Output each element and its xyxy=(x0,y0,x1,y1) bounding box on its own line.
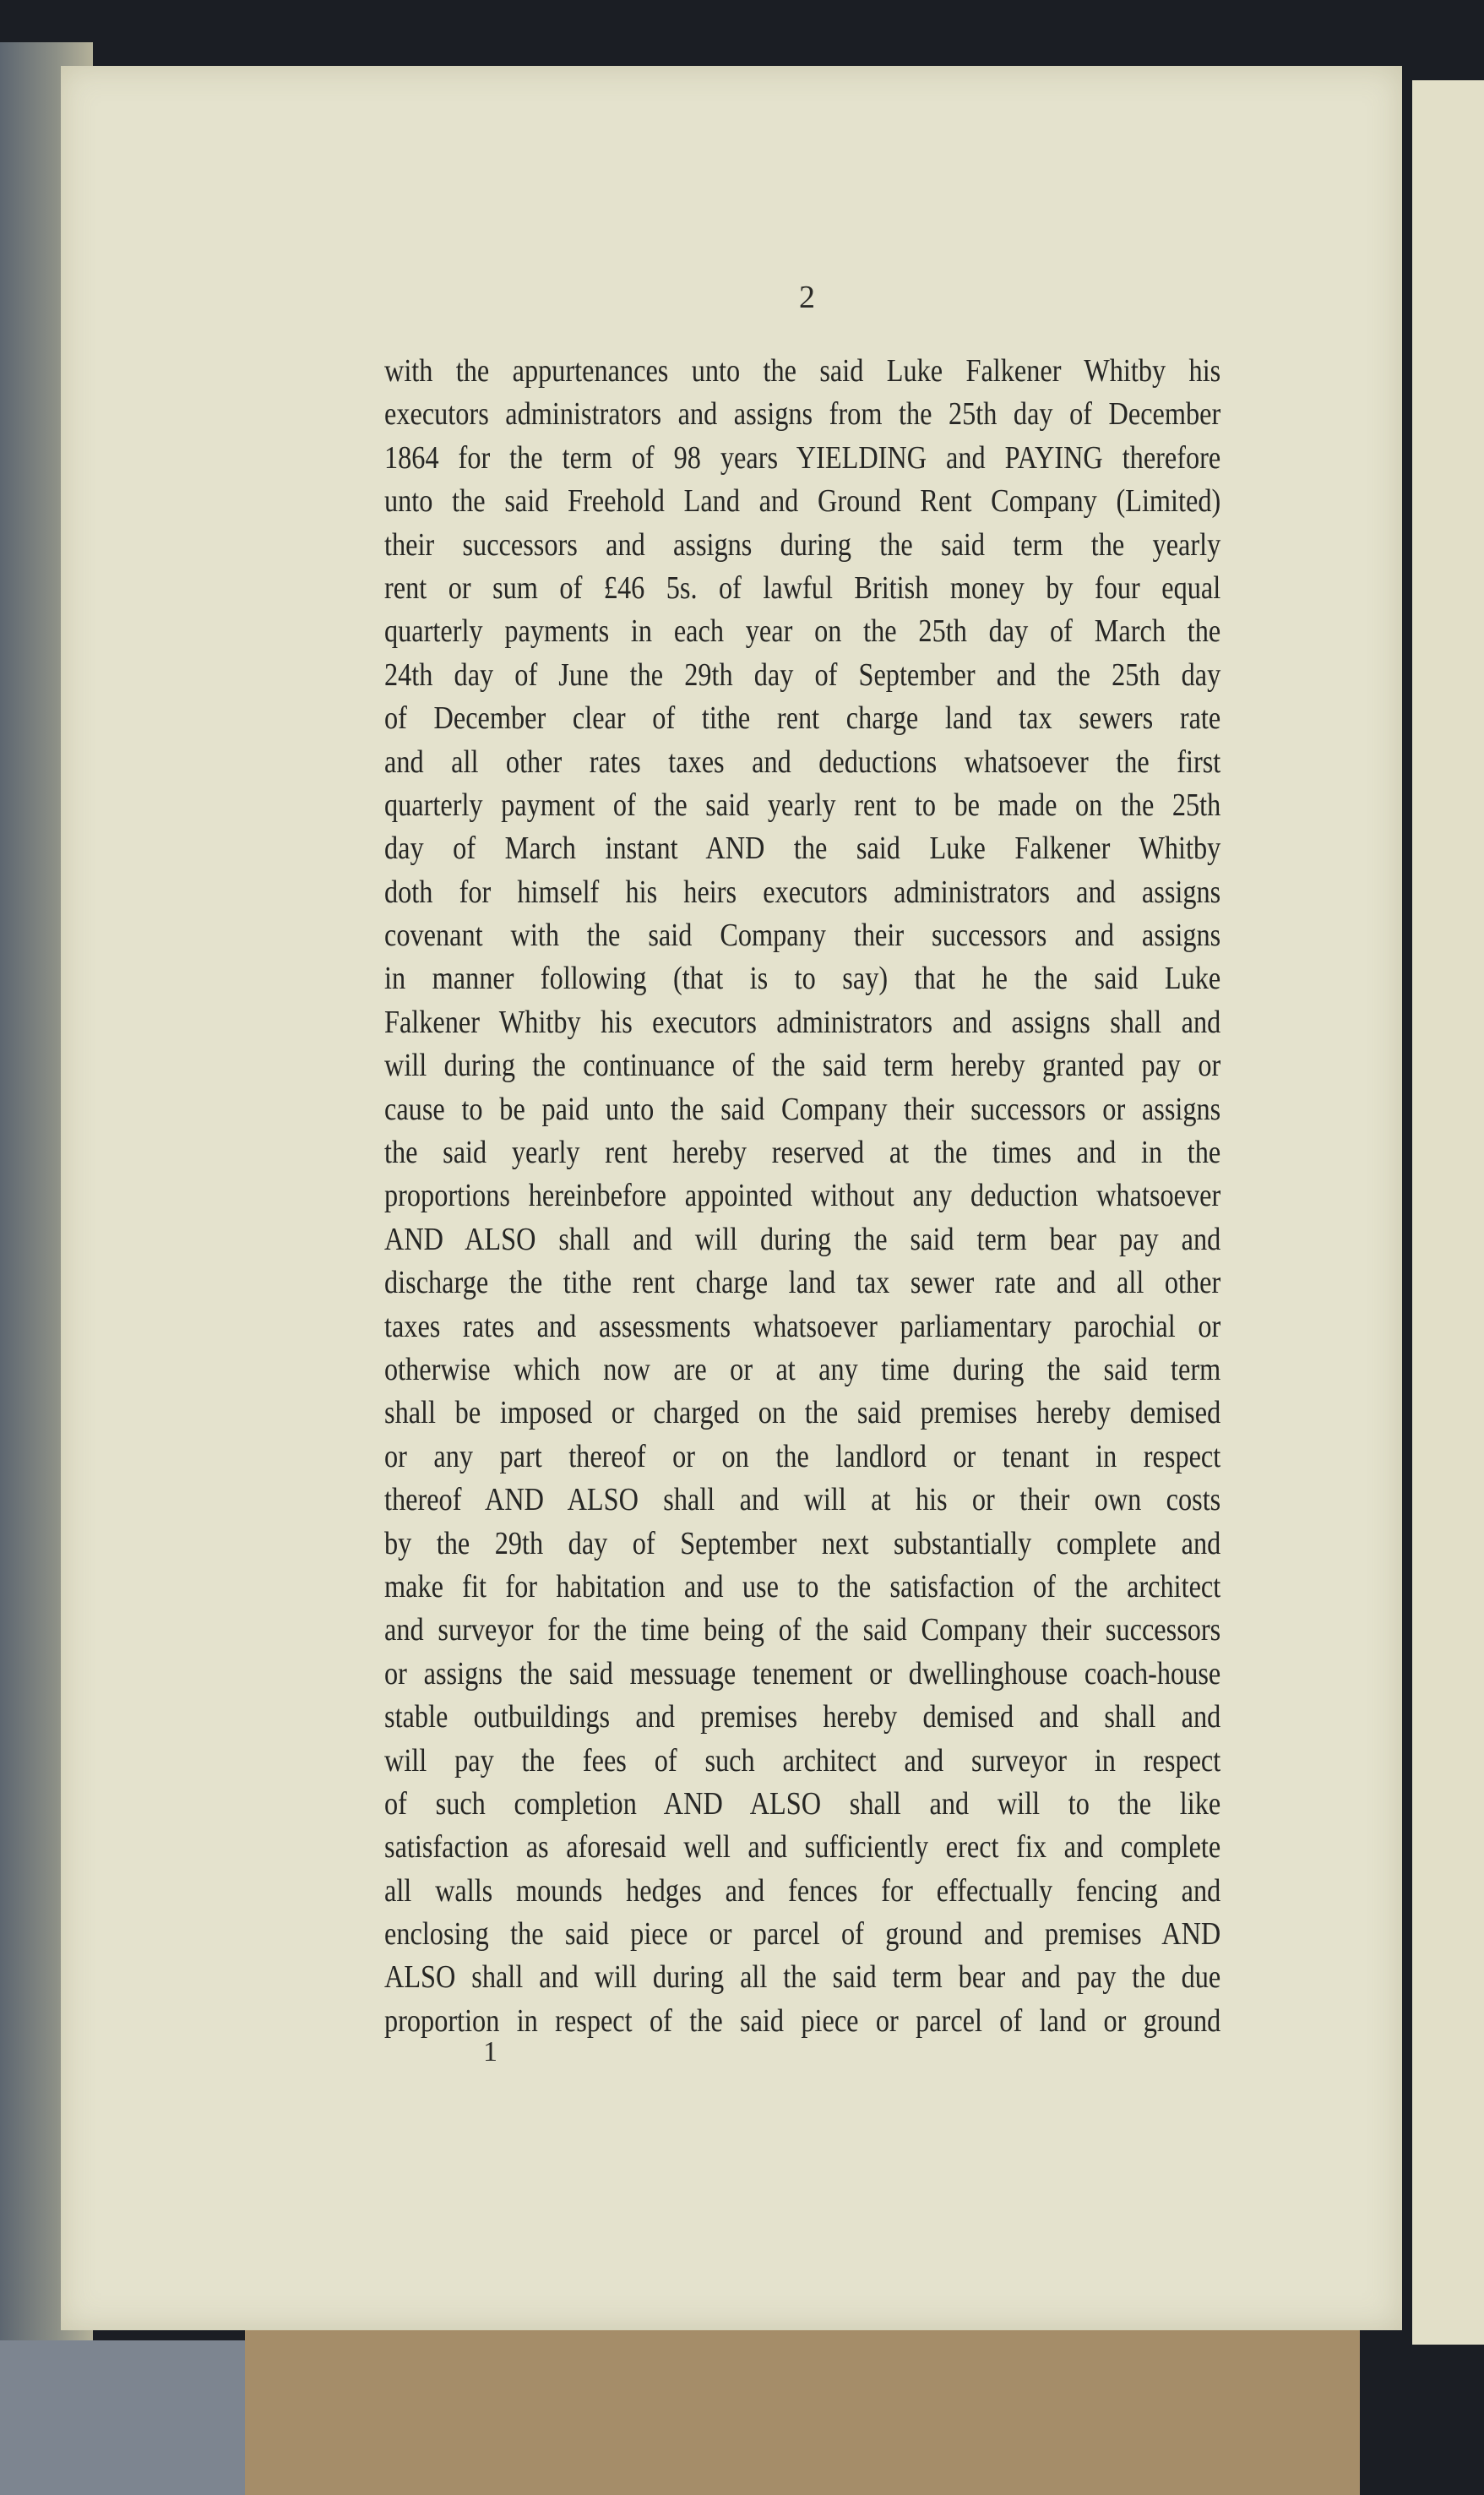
text-line xyxy=(384,610,1220,653)
text-line xyxy=(384,1566,1220,1609)
text-line-content: AND ALSO shall and will during the said term bear pay and xyxy=(384,1221,1221,1257)
text-line xyxy=(384,1305,1220,1348)
text-line-content: and surveyor for the time being of the said Company their successors xyxy=(384,1612,1221,1648)
text-line-content: in manner following (that is to say) that he the said Luke xyxy=(384,961,1221,997)
text-line-content: of December clear of tithe rent charge land tax sewers rate xyxy=(384,700,1221,737)
text-line-content: otherwise which now are or at any time during the said term xyxy=(384,1351,1221,1387)
text-line-content: day of March instant AND the said Luke Falkener Whitby xyxy=(384,831,1221,867)
text-line xyxy=(384,1956,1220,1999)
text-line xyxy=(384,1088,1220,1131)
text-line xyxy=(384,2000,1220,2043)
text-line-content: by the 29th day of September next substantially complete and xyxy=(384,1525,1221,1561)
text-line-content: discharge the tithe rent charge land tax sewer rate and all other xyxy=(384,1265,1221,1301)
text-line-content: enclosing the said piece or parcel of ground and premises AND xyxy=(384,1916,1221,1953)
text-line xyxy=(384,741,1220,784)
text-line-content: their successors and assigns during the said term the yearly xyxy=(384,526,1221,563)
text-line xyxy=(384,1696,1220,1739)
text-line xyxy=(384,784,1220,827)
text-line xyxy=(384,1783,1220,1826)
text-line-content: or assigns the said messuage tenement or dwellinghouse coach-house xyxy=(384,1655,1221,1691)
text-line-content: 1864 for the term of 98 years YIELDING and PAYING therefore xyxy=(384,439,1221,476)
text-line xyxy=(384,1435,1220,1479)
page-number: 2 xyxy=(799,280,815,315)
text-line-content: the said yearly rent hereby reserved at the times and in the xyxy=(384,1135,1221,1171)
text-line xyxy=(384,524,1220,567)
facing-page xyxy=(1412,80,1484,2345)
paper-strip-bottom xyxy=(245,2315,1360,2495)
text-line-content: all walls mounds hedges and fences for effectually fencing and xyxy=(384,1872,1221,1909)
text-line xyxy=(384,1131,1220,1174)
text-line xyxy=(384,654,1220,697)
text-line-content: will during the continuance of the said term hereby granted pay or xyxy=(384,1048,1221,1084)
text-line-content: ALSO shall and will during all the said term bear and pay the due xyxy=(384,1959,1221,1996)
text-line xyxy=(384,393,1220,436)
text-line xyxy=(384,480,1220,523)
text-line xyxy=(384,1870,1220,1913)
text-line xyxy=(384,1261,1220,1305)
text-line xyxy=(384,827,1220,870)
text-line-content: doth for himself his heirs executors administrators and assigns xyxy=(384,874,1221,910)
text-line xyxy=(384,1826,1220,1869)
text-line xyxy=(384,1392,1220,1435)
text-line-content: 24th day of June the 29th day of September and the 25th day xyxy=(384,656,1221,693)
body-text xyxy=(384,350,1220,2043)
text-line-content: satisfaction as aforesaid well and sufficiently erect fix and complete xyxy=(384,1829,1221,1866)
text-line xyxy=(384,1174,1220,1218)
text-line-content: Falkener Whitby his executors administrators and assigns shall and xyxy=(384,1004,1221,1040)
text-line xyxy=(384,1044,1220,1087)
text-line-content: proportions hereinbefore appointed without any deduction whatsoever xyxy=(384,1178,1221,1214)
text-line-content: covenant with the said Company their successors and assigns xyxy=(384,918,1221,954)
text-line xyxy=(384,1740,1220,1783)
text-line-content: taxes rates and assessments whatsoever parliamentary parochial or xyxy=(384,1308,1221,1344)
text-line-content: of such completion AND ALSO shall and will to the like xyxy=(384,1785,1221,1822)
text-line xyxy=(384,1913,1220,1956)
text-line-content: thereof AND ALSO shall and will at his or their own costs xyxy=(384,1482,1221,1518)
text-line-content: quarterly payments in each year on the 25th day of March the xyxy=(384,613,1221,650)
text-line xyxy=(384,871,1220,914)
text-line xyxy=(384,1523,1220,1566)
text-line-content: quarterly payment of the said yearly rent to be made on the 25th xyxy=(384,787,1221,823)
text-line-content: cause to be paid unto the said Company their successors or assigns xyxy=(384,1091,1221,1127)
text-line xyxy=(384,437,1220,480)
text-line-content: shall be imposed or charged on the said premises hereby demised xyxy=(384,1395,1221,1431)
text-line-content: executors administrators and assigns from the 25th day of December xyxy=(384,396,1221,433)
text-line xyxy=(384,957,1220,1000)
text-line xyxy=(384,1001,1220,1044)
text-line xyxy=(384,1479,1220,1522)
text-line xyxy=(384,567,1220,610)
text-line-content: and all other rates taxes and deductions whatsoever the first xyxy=(384,744,1221,780)
text-line xyxy=(384,914,1220,957)
text-line xyxy=(384,1609,1220,1652)
text-line xyxy=(384,1348,1220,1392)
text-line-content: will pay the fees of such architect and surveyor in respect xyxy=(384,1742,1221,1779)
text-line-content: rent or sum of £46 5s. of lawful British money by four equal xyxy=(384,569,1221,606)
signature-mark: 1 xyxy=(483,2036,497,2067)
text-line-content: proportion in respect of the said piece or parcel of land or ground xyxy=(384,2002,1221,2039)
text-line xyxy=(384,350,1220,393)
text-line-content: stable outbuildings and premises hereby demised and shall and xyxy=(384,1699,1221,1735)
text-line-content: unto the said Freehold Land and Ground Rent Company (Limited) xyxy=(384,483,1221,520)
text-line-content: make fit for habitation and use to the satisfaction of the architect xyxy=(384,1568,1221,1604)
text-line-content: or any part thereof or on the landlord or tenant in respect xyxy=(384,1438,1221,1474)
book-cover-bottom xyxy=(0,2340,253,2495)
text-line-content: with the appurtenances unto the said Luke Falkener Whitby his xyxy=(384,353,1221,389)
text-line xyxy=(384,1218,1220,1261)
text-line xyxy=(384,697,1220,740)
text-line xyxy=(384,1653,1220,1696)
